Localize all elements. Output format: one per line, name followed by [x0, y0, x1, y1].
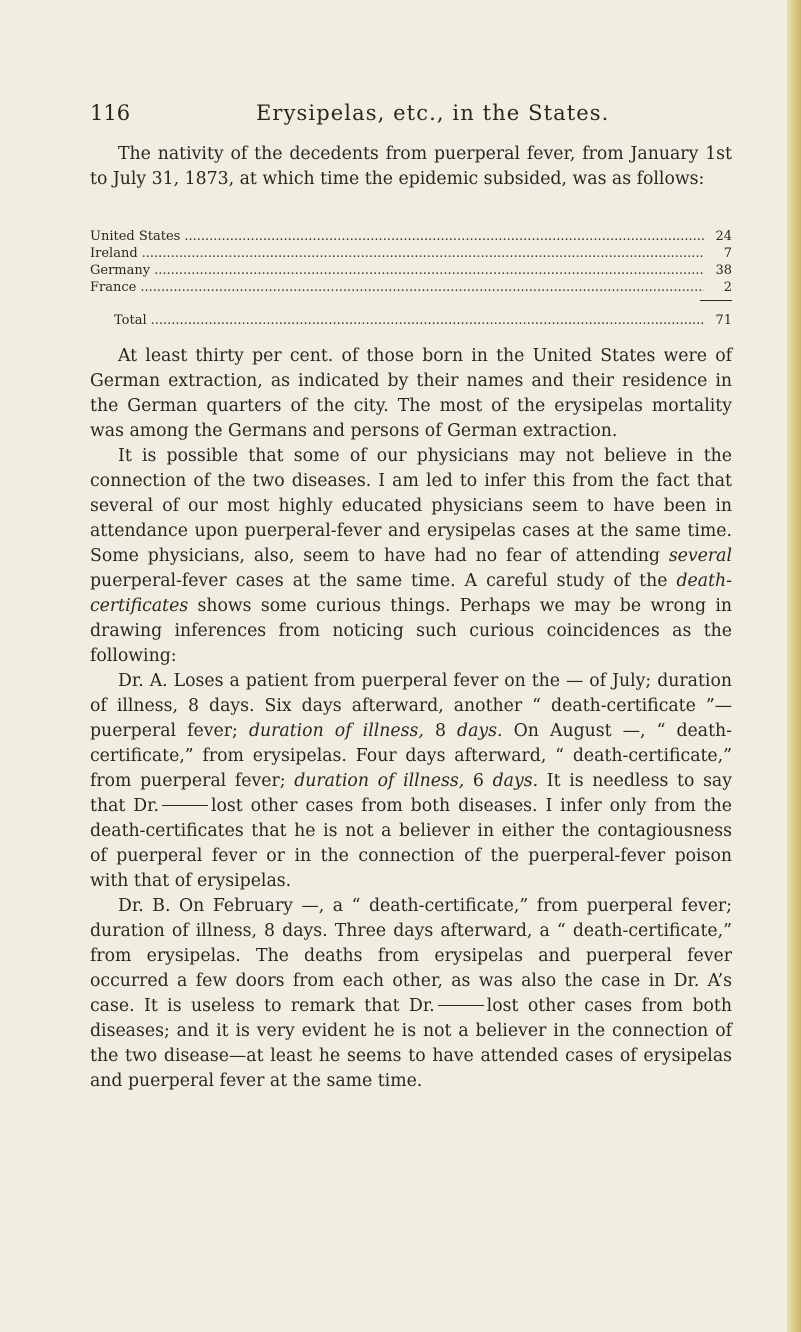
leader-dots	[142, 245, 704, 262]
intro-text: The nativity of the decedents from puerperal fever, from January 1st to July 31, 1873, at which time the epidemic subsided, was as follows:	[90, 144, 732, 189]
paragraph	[90, 669, 732, 894]
name-blank-rule	[162, 805, 208, 806]
name-blank-rule	[438, 1005, 484, 1006]
text-run: lost other cases from both diseases; and it is very evident he is not a believer in the connection of the two disease—at least he seems to have attended cases of erysipelas and puerperal fever at the same time.	[90, 996, 732, 1091]
row-label: Germany	[90, 263, 151, 278]
italic-run: days.	[492, 771, 539, 791]
italic-run: duration of illness,	[294, 771, 465, 791]
intro-paragraph	[90, 142, 732, 192]
paragraph	[90, 894, 732, 1094]
row-value: 38	[715, 263, 732, 278]
text-run: 8	[423, 721, 458, 741]
text-run: puerperal-fever cases at the same time. A careful study of the	[90, 571, 677, 591]
table-row	[90, 262, 732, 279]
leader-dots	[184, 228, 704, 245]
text-run: 6	[464, 771, 493, 791]
leader-dots	[154, 262, 704, 279]
page-number: 116	[90, 101, 131, 125]
paragraph	[90, 444, 732, 669]
page-edge	[787, 0, 801, 1332]
text-run: lost other cases from both diseases. I infer only from the death-certificates that he is not a believer in either the contagiousness of puerperal fever or in the connection of the puerperal-fever poison with that of erysipelas.	[90, 796, 732, 891]
italic-run: duration of illness,	[248, 721, 424, 741]
text-run: It is needless to say that Dr.	[90, 771, 732, 816]
italic-run: death-certificates	[90, 571, 732, 616]
total-value: 71	[715, 313, 732, 328]
text-run: It is possible that some of our physicians may not believe in the connection of the two diseases. I am led to infer this from the fact that several of our most highly educated physicians seem to have been in attendance upon puerperal-fever and erysipelas cases at the same time. Some physicians, also, seem to have had no fear of attending	[90, 446, 732, 566]
text-run: On August —, “ death-certificate,” from erysipelas. Four days afterward, “ death-certificate,” from puerperal fever;	[90, 721, 733, 791]
italic-run: days.	[457, 721, 503, 741]
row-value: 24	[715, 229, 732, 244]
leader-dots	[140, 279, 704, 296]
row-value: 2	[723, 280, 732, 295]
nativity-table	[90, 228, 732, 296]
page-header	[90, 101, 730, 137]
italic-run: several	[668, 546, 732, 566]
row-label: France	[90, 280, 137, 295]
main-text	[90, 344, 732, 1094]
text-run: shows some curious things. Perhaps we may be wrong in drawing inferences from noticing such curious coincidences as the following:	[90, 596, 732, 666]
total-rule	[700, 300, 732, 301]
paragraph: At least thirty per cent. of those born in the United States were of German extraction, as indicated by their names and their residence in the German quarters of the city. The most of the erysipelas mortality was among the Germans and persons of German extraction.	[90, 346, 732, 441]
text-run: Dr. A. Loses a patient from puerperal fever on the — of July; duration of illness, 8 days. Six days afterward, another “ death-certificate ”—puerperal fever;	[90, 671, 732, 741]
table-row	[90, 279, 732, 296]
table-row	[90, 228, 732, 245]
row-value: 7	[723, 246, 732, 261]
row-label: United States	[90, 229, 181, 244]
table-row	[90, 245, 732, 262]
running-head: Erysipelas, etc., in the States.	[256, 101, 610, 125]
row-label: Ireland	[90, 246, 138, 261]
text-run: Dr. B. On February —, a “ death-certificate,” from puerperal fever; duration of illness, 8 days. Three days afterward, a “ death-certificate,” from erysipelas. The deaths from erysipelas and puerperal fever occurred a few doors from each other, as was also the case in Dr. A’s case. It is useless to remark that Dr.	[90, 896, 732, 1016]
total-label: Total	[114, 313, 147, 328]
leader-dots	[151, 312, 704, 329]
total-row	[90, 312, 732, 329]
